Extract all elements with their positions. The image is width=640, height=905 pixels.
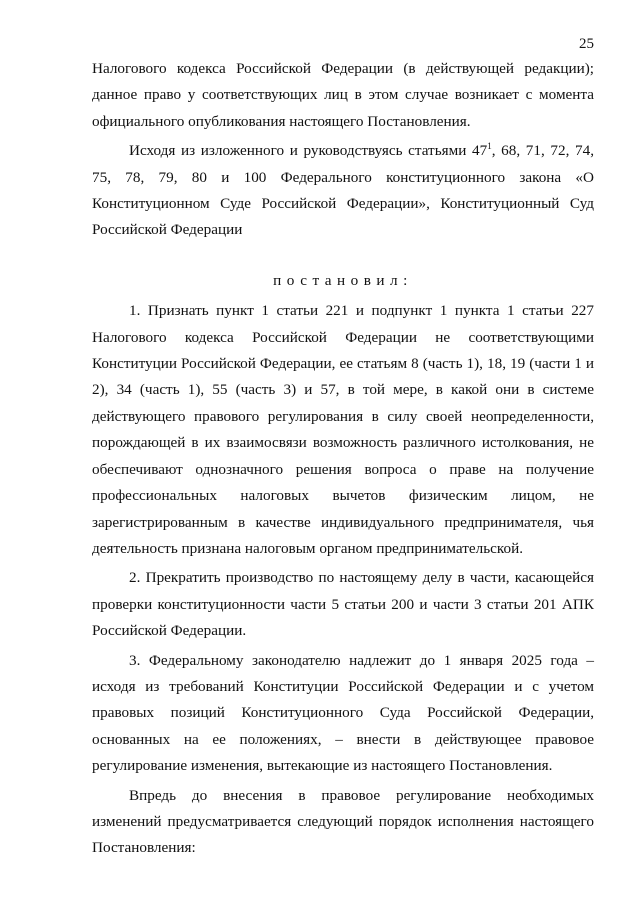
preamble-text-start: Исходя из изложенного и руководствуясь статьями 47 — [129, 142, 488, 160]
paragraph-interim-order: Впредь до внесения в правовое регулирование необходимых изменений предусматривается следующий порядок исполнения настоящего Постановления: — [92, 786, 594, 857]
resolution-heading: постановил: — [273, 271, 413, 289]
paragraph-item-1: 1. Признать пункт 1 статьи 221 и подпункт 1 пункта 1 статьи 227 Налогового кодекса Российской Федерации не соответствующими Конституции Российской Федерации, ее статьям 8 (часть 1), 18, 19 (части 1 и 2), 34 (часть 1), 55 (часть 3) и 57, в той мере, в какой они в системе действующего правового регулирования в силу своей неопределенности, порождающей в их взаимосвязи возможность различного истолкования, не обеспечивают однозначного решения вопроса о праве на получение профессиональных налоговых вычетов физическим лицом, не зарегистрированным в качестве индивидуального предпринимателя, чья деятельность признана налоговым органом предпринимательской. — [92, 302, 594, 557]
document-body — [92, 56, 594, 862]
preamble-text-end: , 68, 71, 72, 74, 75, 78, 79, 80 и 100 Федерального конституционного закона «О Конституционном Суде Российской Федерации», Конституционный Суд Российской Федерации — [92, 142, 594, 239]
paragraph-item-3: 3. Федеральному законодателю надлежит до 1 января 2025 года – исходя из требований Конституции Российской Федерации и с учетом правовых позиций Конституционного Суда Российской Федерации, основанных на ее положениях, – внести в действующее правовое регулирование изменения, вытекающие из настоящего Постановления. — [92, 651, 594, 775]
page-number: 25 — [579, 36, 594, 52]
paragraph-continuation: Налогового кодекса Российской Федерации (в действующей редакции); данное право у соответствующих лиц в этом случае возникает с момента официального опубликования настоящего Постановления. — [92, 60, 594, 130]
paragraph-item-2: 2. Прекратить производство по настоящему делу в части, касающейся проверки конституционности части 5 статьи 200 и части 3 статьи 201 АПК Российской Федерации. — [92, 569, 594, 640]
paragraph-preamble — [92, 138, 594, 244]
article-superscript: 1 — [487, 141, 492, 152]
